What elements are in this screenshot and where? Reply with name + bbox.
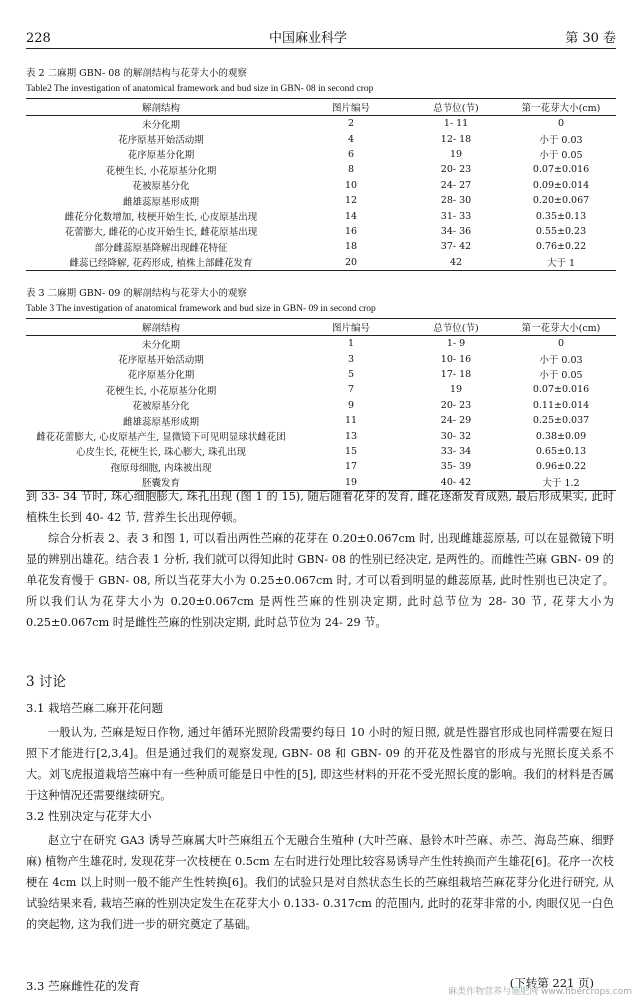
- table2-row: [26, 224, 616, 239]
- table2-node-cell: 20- 23: [440, 164, 472, 176]
- table2-header-node: 总节位(节): [406, 99, 506, 116]
- paragraph-2: 综合分析表 2、表 3 和图 1, 可以看出两性苎麻的花芽在 0.20±0.067cm 时, 出现雌雄蕊原基, 可以在显微镜下明显的辨别出雄花。结合表 1 分析, 我们就可以得知此时 GBN- 08 的性别已经决定, 是两性的。而雌性苎麻 GBN- 09 的单花发育慢于 GBN- 08, 所以当花芽大小为 0.25±0.067cm 时, 才可以看到明显的雌蕊原基, 此时性别也已决定了。所以我们认为花芽大小为 0.20±0.067cm 是两性苎麻的性别决定期, 此时总节位为 28- 30 节, 花芽大小为 0.25±0.067cm 时是雌性苎麻的性别决定期, 此时总节位为 24- 29 节。: [26, 532, 614, 629]
- table3-figure-cell: 13: [344, 430, 358, 442]
- table3-node-cell: 1- 9: [446, 338, 466, 350]
- table2-structure-cell: 雌蕊已经降解, 花药形成, 植株上部雌花发育: [26, 255, 296, 271]
- table2-figure-cell: 14: [344, 210, 358, 222]
- table3-budsize-cell: 0.11±0.014: [532, 399, 590, 411]
- table3-row: [26, 459, 616, 474]
- journal-name: 中国麻业科学: [269, 31, 348, 46]
- table3-caption-en: Table 3 The investigation of anatomical framework and bud size in GBN- 09 in second crop: [26, 304, 376, 314]
- table2-budsize-cell: 小于 0.05: [539, 150, 583, 162]
- table3-node-cell: 19: [449, 384, 463, 396]
- table2-row: [26, 147, 616, 162]
- table2-figure-cell: 8: [347, 164, 355, 176]
- table2-node-cell: 31- 33: [440, 210, 472, 222]
- table2-budsize-cell: 0.09±0.014: [532, 179, 590, 191]
- table3-budsize-cell: 大于 1.2: [506, 475, 616, 491]
- table2-structure-cell: 未分化期: [141, 119, 180, 131]
- table3-structure-cell: 花序原基分化期: [127, 370, 195, 382]
- table3-node-cell: 40- 42: [406, 475, 506, 491]
- table3-node-cell: 24- 29: [440, 415, 472, 427]
- table3-structure-cell: 孢原母细胞, 内珠被出现: [110, 462, 212, 474]
- table3-row: [26, 382, 616, 397]
- table3-budsize-cell: 0.65±0.13: [535, 445, 587, 457]
- table2-structure-cell: 花蕾膨大, 雌花的心皮开始生长, 雌花原基出现: [64, 227, 258, 239]
- table2-structure-cell: 花被原基分化: [132, 181, 190, 193]
- table2: [26, 98, 616, 271]
- table3-structure-cell: 花序原基开始活动期: [118, 355, 204, 367]
- table2-node-cell: 28- 30: [440, 195, 472, 207]
- continued-note: (下转第 221 页): [509, 976, 594, 990]
- table3-budsize-cell: 0.96±0.22: [535, 461, 587, 473]
- table2-budsize-cell: 0: [557, 118, 565, 130]
- table3-figure-cell: 1: [347, 338, 355, 350]
- table2-figure-cell: 6: [347, 148, 355, 160]
- table2-node-cell: 12- 18: [440, 133, 472, 145]
- table3-node-cell: 17- 18: [440, 368, 472, 380]
- section-3-2-heading: 3.2 性别决定与花芽大小: [26, 809, 152, 823]
- volume-label: 第 30 卷: [565, 31, 616, 46]
- table3-budsize-cell: 小于 0.03: [539, 355, 583, 367]
- table2-node-cell: 19: [449, 148, 463, 160]
- table2-header-structure: 解剖结构: [26, 99, 296, 116]
- table3-figure-cell: 19: [296, 475, 406, 491]
- header-rule: [26, 48, 616, 49]
- table3-row: [26, 398, 616, 413]
- table3-figure-cell: 5: [347, 368, 355, 380]
- table3-figure-cell: 3: [347, 353, 355, 365]
- table2-budsize-cell: 0.20±0.067: [532, 195, 590, 207]
- table2-budsize-cell: 大于 1: [506, 255, 616, 271]
- table2-header-budsize: 第一花芽大小(cm): [506, 99, 616, 116]
- table2-structure-cell: 花序原基分化期: [127, 150, 195, 162]
- table2-structure-cell: 雌花分化数增加, 枝梗开始生长, 心皮原基出现: [64, 212, 258, 224]
- table2-node-cell: 24- 27: [440, 179, 472, 191]
- table3-structure-cell: 心皮生长, 花梗生长, 珠心膨大, 珠孔出现: [75, 447, 247, 459]
- table2-structure-cell: 花序原基开始活动期: [118, 135, 204, 147]
- table2-budsize-cell: 0.55±0.23: [535, 225, 587, 237]
- table3-node-cell: 20- 23: [440, 399, 472, 411]
- table2-structure-cell: 雌雄蕊原基形成期: [122, 196, 199, 208]
- section-3-3-heading: 3.3 苎麻雌性花的发育: [26, 979, 140, 993]
- table3-structure-cell: 胚囊发育: [26, 475, 296, 491]
- paragraph-3: 一般认为, 苎麻是短日作物, 通过年循环光照阶段需要约每日 10 小时的短日照, 就是性器官形成也同样需要在短日照下才能进行[2,3,4]。但是通过我们的观察发现, GBN- 08 和 GBN- 09 的开花及性器官的形成与光照长度关系不大。刘飞虎报道栽培苎麻中有一些种质可能是日中性的[5], 即这些材料的开花不受光照长度的影响。我们的材料是否属于这种情况还需要继续研究。: [26, 726, 614, 802]
- table2-caption-cn: 表 2 二麻期 GBN- 08 的解剖结构与花芽大小的观察: [26, 68, 247, 79]
- table3-row: [26, 428, 616, 443]
- table3: [26, 318, 616, 491]
- table2-budsize-cell: 0.07±0.016: [532, 164, 590, 176]
- section-3-1-heading: 3.1 栽培苎麻二麻开花问题: [26, 701, 163, 715]
- table3-figure-cell: 15: [344, 445, 358, 457]
- table2-structure-cell: 部分雌蕊原基降解出现雌花特征: [94, 242, 228, 254]
- table3-row: [26, 336, 616, 352]
- table3-row: [26, 367, 616, 382]
- table2-budsize-cell: 0.35±0.13: [535, 210, 587, 222]
- running-header: [26, 22, 616, 46]
- table2-row: [26, 178, 616, 193]
- table3-figure-cell: 17: [344, 461, 358, 473]
- table3-budsize-cell: 小于 0.05: [539, 370, 583, 382]
- table3-structure-cell: 花被原基分化: [132, 401, 190, 413]
- table2-figure-cell: 20: [296, 255, 406, 271]
- table2-node-cell: 42: [406, 255, 506, 271]
- table2-node-cell: 37- 42: [440, 241, 472, 253]
- table3-structure-cell: 雌雄蕊原基形成期: [122, 416, 199, 428]
- table2-row: [26, 239, 616, 254]
- table3-header-budsize: 第一花芽大小(cm): [506, 319, 616, 336]
- table2-row: [26, 193, 616, 208]
- table3-structure-cell: 雌花花蕾膨大, 心皮原基产生, 显微镜下可见明显球状雌花团: [36, 432, 286, 444]
- table2-row: [26, 255, 616, 271]
- table2-figure-cell: 4: [347, 133, 355, 145]
- table3-node-cell: 10- 16: [440, 353, 472, 365]
- paragraph-1: 到 33- 34 节时, 珠心细胞膨大, 珠孔出现 (图 1 的 15), 随后随着花芽的发育, 雌花逐渐发育成熟, 最后形成果实, 此时植株生长到 40- 42 节, 营养生长出现停顿。: [26, 490, 614, 524]
- table3-header-node: 总节位(节): [406, 319, 506, 336]
- table3-structure-cell: 花梗生长, 小花原基分化期: [105, 385, 217, 397]
- table3-figure-cell: 7: [347, 384, 355, 396]
- table2-row: [26, 162, 616, 177]
- table2-figure-cell: 2: [347, 118, 355, 130]
- paragraph-4: 赵立宁在研究 GA3 诱导苎麻属大叶苎麻组五个无融合生殖种 (大叶苎麻、悬铃木叶苎麻、赤苎、海岛苎麻、细野麻) 植物产生雄花时, 发现花芽一次枝梗在 0.5cm 左右时进行处理比较容易诱导产生性转换而产生雄花[6]。花序一次枝梗在 4cm 以上时则一般不能产生性转换[6]。我们的试验只是对自然状态生长的苎麻组栽培苎麻花芽分化进行研究, 从试验结果来看, 栽培苎麻的性别决定发生在花芽大小 0.133- 0.317cm 的范围内, 此时的花芽非常的小, 肉眼仅见一白色的突起物, 这为我们进一步的研究奠定了基础。: [26, 834, 614, 931]
- table2-row: [26, 131, 616, 146]
- table3-budsize-cell: 0.38±0.09: [535, 430, 587, 442]
- table2-budsize-cell: 小于 0.03: [539, 135, 583, 147]
- table3-structure-cell: 未分化期: [141, 339, 180, 351]
- table2-header-figure: 图片编号: [296, 99, 406, 116]
- table2-structure-cell: 花梗生长, 小花原基分化期: [105, 165, 217, 177]
- table3-row: [26, 413, 616, 428]
- section-3-heading: 3 讨论: [26, 674, 66, 690]
- table2-figure-cell: 16: [344, 225, 358, 237]
- table3-node-cell: 30- 32: [440, 430, 472, 442]
- table2-figure-cell: 10: [344, 179, 358, 191]
- table2-caption-en: Table2 The investigation of anatomical framework and bud size in GBN- 08 in second crop: [26, 84, 374, 94]
- table3-node-cell: 35- 39: [440, 461, 472, 473]
- table3-figure-cell: 9: [347, 399, 355, 411]
- table3-budsize-cell: 0: [557, 338, 565, 350]
- table3-row: [26, 444, 616, 459]
- table3-header-figure: 图片编号: [296, 319, 406, 336]
- table3-header-structure: 解剖结构: [26, 319, 296, 336]
- table2-budsize-cell: 0.76±0.22: [535, 241, 587, 253]
- table2-node-cell: 1- 11: [443, 118, 469, 130]
- table2-figure-cell: 18: [344, 241, 358, 253]
- page-number: 228: [26, 31, 51, 46]
- table2-row: [26, 208, 616, 223]
- table3-figure-cell: 11: [344, 415, 358, 427]
- table3-caption-cn: 表 3 二麻期 GBN- 09 的解剖结构与花芽大小的观察: [26, 288, 247, 299]
- table2-node-cell: 34- 36: [440, 225, 472, 237]
- table2-figure-cell: 12: [344, 195, 358, 207]
- table2-row: [26, 116, 616, 132]
- table3-row: [26, 351, 616, 366]
- table3-budsize-cell: 0.07±0.016: [532, 384, 590, 396]
- watermark: 麻类作物营养与施肥网 www.fibercrops.com: [448, 987, 632, 997]
- table3-budsize-cell: 0.25±0.037: [532, 415, 590, 427]
- table3-node-cell: 33- 34: [440, 445, 472, 457]
